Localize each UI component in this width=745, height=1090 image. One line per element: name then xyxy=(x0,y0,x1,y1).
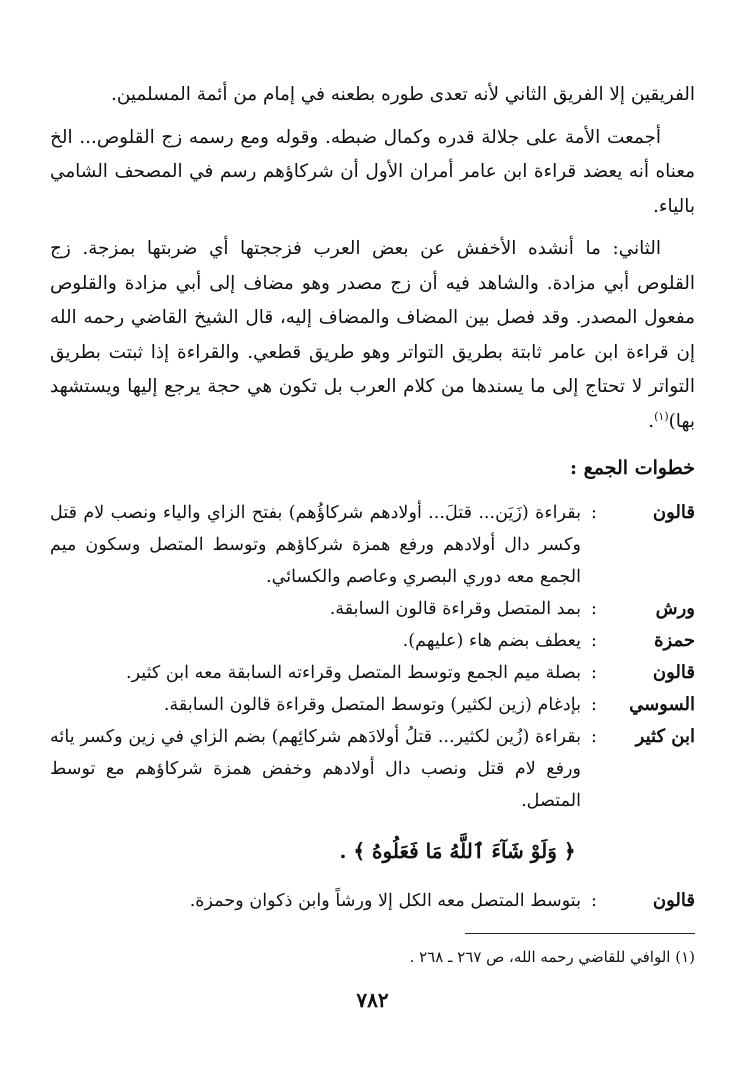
step-row xyxy=(50,689,695,721)
step-colon: : xyxy=(591,631,597,651)
step-text: يعطف بضم هاء (عليهم). xyxy=(402,631,581,651)
step-colon: : xyxy=(591,891,597,911)
final-step-row xyxy=(50,885,695,917)
step-row xyxy=(50,657,695,689)
step-row xyxy=(50,593,695,625)
step-reader: قالون xyxy=(652,890,695,911)
paragraph-1: الفريقين إلا الفريق الثاني لأنه تعدى طوره بطعنه في إمام من أئمة المسلمين. xyxy=(111,84,695,105)
paragraph-3-text: الثاني: ما أنشده الأخفش عن بعض العرب فزججتها أي ضربتها بمزجة. زج القلوص أبي مزادة. والشاهد فيه أن زج مصدر وهو مضاف إلى أبي مزادة والقلوص مفعول المصدر. وقد فصل بين المضاف والمضاف إليه، قال الشيخ القاضي رحمه الله إن قراءة ابن عامر ثابتة بطريق التواتر وهو طريق قطعي. والقراءة إذا ثبتت بطريق التواتر لا تحتاج إلى ما يسندها من كلام العرب بل تكون هي حجة يرجع إليها ويستشهد بها) xyxy=(50,238,695,432)
step-colon: : xyxy=(591,727,597,747)
step-text: بمد المتصل وقراءة قالون السابقة. xyxy=(329,599,581,619)
paragraph-3 xyxy=(50,232,695,439)
step-row xyxy=(50,497,695,593)
page-content xyxy=(50,78,695,1090)
step-reader: السوسي xyxy=(629,694,695,715)
step-text: بتوسط المتصل معه الكل إلا ورشاً وابن ذكوان وحمزة. xyxy=(189,891,581,911)
step-colon: : xyxy=(591,695,597,715)
step-reader: قالون xyxy=(652,662,695,683)
step-text: بقراءة (زُين لكثير... قتلُ أولادَهم شركائِهم) بضم الزاي في زين وكسر يائه ورفع لام قتل ونصب دال أولادهم وخفض همزة شركاؤهم مع توسط المتصل. xyxy=(50,727,581,811)
section-title: خطوات الجمع : xyxy=(570,457,695,479)
step-row xyxy=(50,721,695,817)
step-colon: : xyxy=(591,599,597,619)
paragraph-3-end: . xyxy=(648,410,655,432)
step-colon: : xyxy=(591,663,597,683)
footnote-divider xyxy=(465,933,695,934)
step-text: بصلة ميم الجمع وتوسط المتصل وقراءته السابقة معه ابن كثير. xyxy=(125,663,581,683)
quran-verse: ﴿ وَلَوْ شَآءَ ٱللَّهُ مَا فَعَلُوهُ ﴾ . xyxy=(339,839,576,863)
step-text: بقراءة (زَيَن... قتلَ... أولادهم شركاؤُهم) بفتح الزاي والياء ونصب لام قتل وكسر دال أولادهم ورفع همزة شركاؤهم وتوسط المتصل وسكون ميم الجمع معه دوري البصري وعاصم والكسائي. xyxy=(50,503,581,587)
step-reader: قالون xyxy=(652,502,695,523)
step-colon: : xyxy=(591,503,597,523)
steps-list xyxy=(50,497,695,817)
paragraph-2: أجمعت الأمة على جلالة قدره وكمال ضبطه. وقوله ومع رسمه زج القلوص... الخ معناه أنه يعضد قراءة ابن عامر أمران الأول أن شركاؤهم رسم في المصحف الشامي بالياء. xyxy=(50,126,695,217)
page-number: ٧٨٢ xyxy=(356,988,389,1012)
footnote: (١) الوافي للقاضي رحمه الله، ص ٢٦٧ ـ ٢٦٨ . xyxy=(409,948,695,966)
step-reader: حمزة xyxy=(654,630,695,651)
step-row xyxy=(50,625,695,657)
step-reader: ورش xyxy=(655,598,695,619)
step-text: بإدغام (زين لكثير) وتوسط المتصل وقراءة قالون السابقة. xyxy=(163,695,581,715)
step-reader: ابن كثير xyxy=(635,726,695,747)
footnote-reference: (١) xyxy=(654,409,669,423)
